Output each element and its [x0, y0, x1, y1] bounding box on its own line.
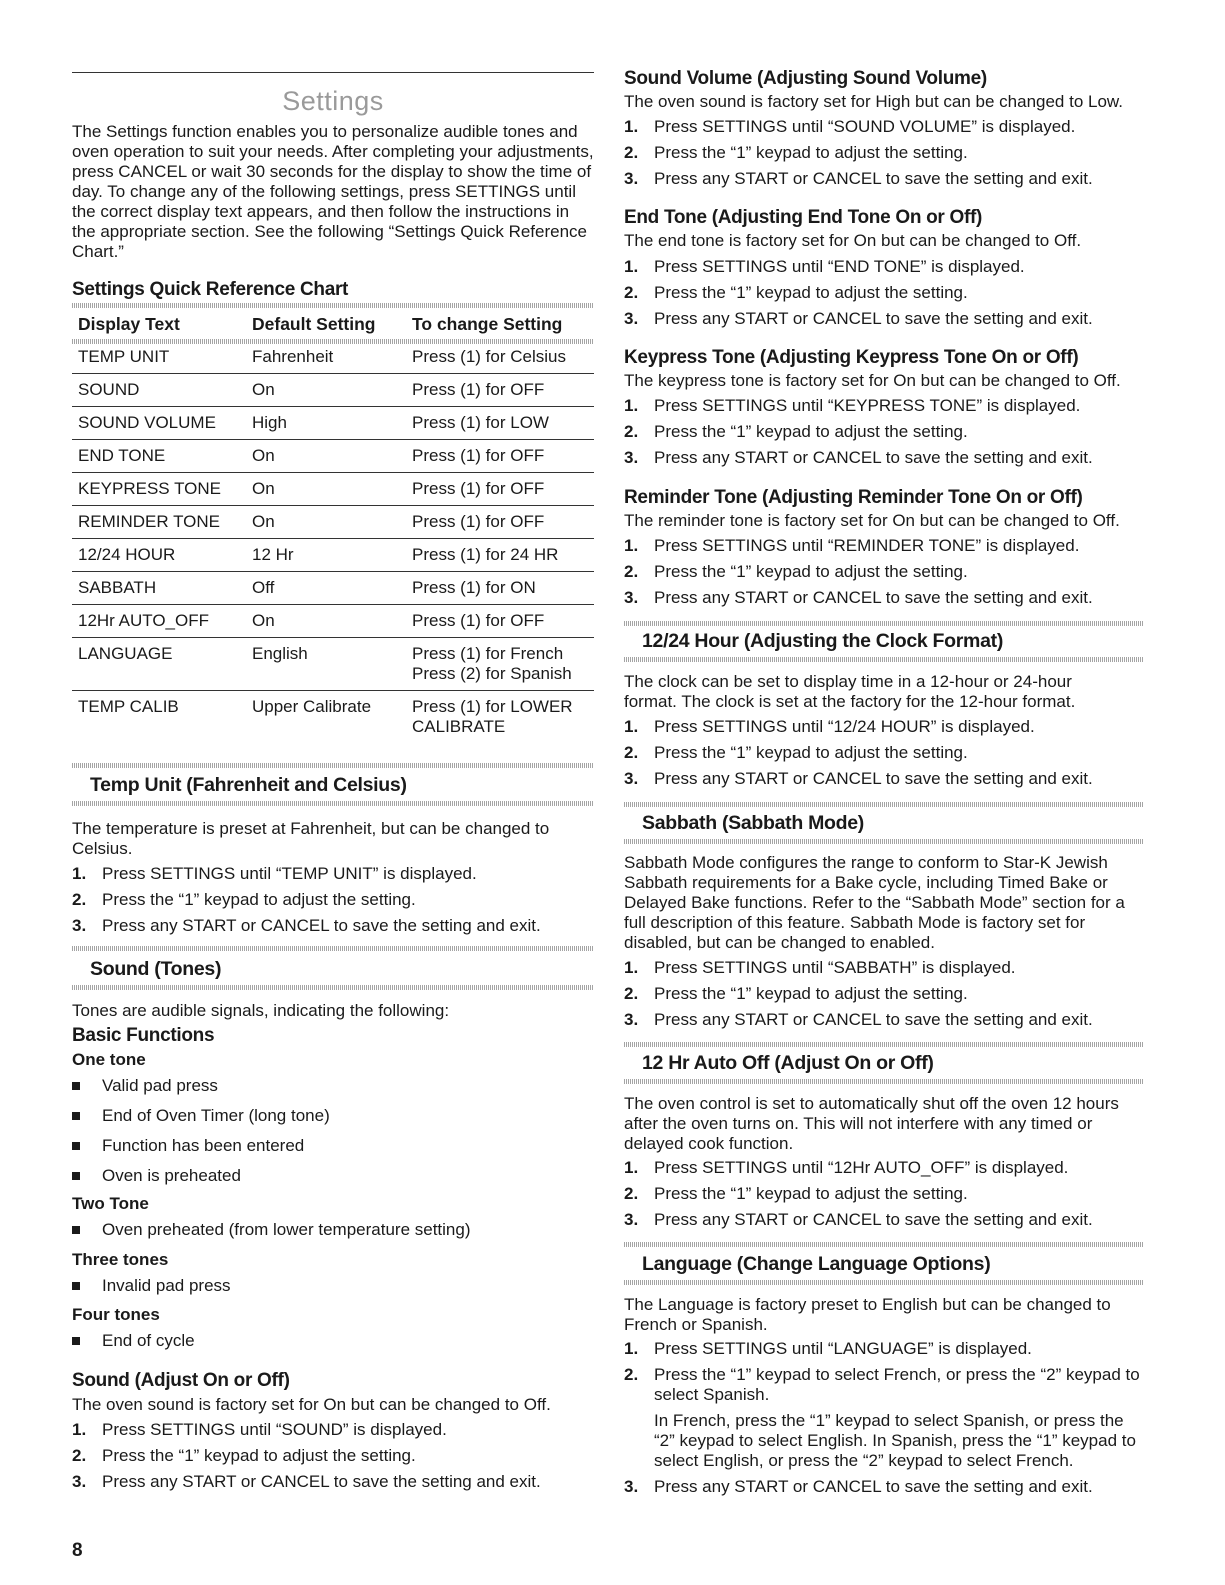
list-item: Valid pad press	[72, 1076, 594, 1096]
sabbath-hatch-top	[624, 802, 1144, 807]
hour-format-hatch-top	[624, 621, 1144, 626]
step-item: 3. Press any START or CANCEL to save the setting and exit.	[624, 588, 1093, 607]
step-item: 1. Press SETTINGS until “REMINDER TONE” is displayed.	[624, 536, 1080, 555]
table-cell-default-setting: On	[246, 506, 406, 539]
auto-off-body: The oven control is set to automatically shut off the oven 12 hours after the oven turns on. This will not interfere with any timed or delayed cook function.	[624, 1094, 1119, 1153]
step-item: 1. Press SETTINGS until “LANGUAGE” is displayed.	[624, 1339, 1032, 1358]
table-row	[72, 691, 594, 744]
language-body: The Language is factory preset to English but can be changed to French or Spanish.	[624, 1295, 1111, 1334]
sabbath-heading: Sabbath (Sabbath Mode)	[642, 812, 864, 834]
list-item: End of cycle	[72, 1331, 594, 1351]
table-cell-to-change: Press (1) for OFF	[406, 605, 594, 638]
sabbath-steps	[624, 958, 1154, 1036]
step-item: 3. Press any START or CANCEL to save the setting and exit.	[624, 448, 1093, 467]
table-cell-to-change: Press (1) for Celsius	[406, 341, 594, 374]
sound-adjust-steps	[72, 1420, 594, 1498]
table-cell-display-text: SABBATH	[72, 572, 246, 605]
table-cell-display-text: SOUND	[72, 374, 246, 407]
step-item: 3. Press any START or CANCEL to save the setting and exit.	[624, 1210, 1093, 1229]
table-header-to-change: To change Setting	[412, 314, 563, 334]
chart-heading: Settings Quick Reference Chart	[72, 279, 349, 300]
table-row	[72, 407, 594, 440]
step-item: 3. Press any START or CANCEL to save the setting and exit.	[624, 1010, 1093, 1029]
bullet-square-icon	[72, 1082, 80, 1090]
auto-off-steps	[624, 1158, 1154, 1236]
end-tone-body: The end tone is factory set for On but can be changed to Off.	[624, 231, 1082, 250]
step-item: 3. Press any START or CANCEL to save the setting and exit.	[624, 1477, 1093, 1496]
table-cell-default-setting: Upper Calibrate	[252, 697, 372, 716]
sound-volume-body: The oven sound is factory set for High but can be changed to Low.	[624, 92, 1123, 111]
table-cell-default-setting: On	[246, 473, 406, 506]
hour-format-hatch-bottom	[624, 657, 1144, 662]
temp-unit-hatch-top	[72, 763, 594, 768]
table-cell-display-text: KEYPRESS TONE	[72, 473, 246, 506]
table-cell-to-change: Press (1) for ON	[406, 572, 594, 605]
hour-format-body: The clock can be set to display time in a 12-hour or 24-hour format. The clock is set at the factory for the 12-hour format.	[624, 672, 1076, 711]
four-tones-list	[72, 1331, 594, 1361]
bullet-square-icon	[72, 1142, 80, 1150]
step-item: 1. Press SETTINGS until “TEMP UNIT” is displayed.	[72, 864, 477, 883]
step-item: 2. Press the “1” keypad to adjust the setting.	[624, 283, 968, 302]
two-tone-list	[72, 1220, 594, 1250]
table-cell-to-change: Press (1) for 24 HR	[406, 539, 594, 572]
table-cell-display-text: LANGUAGE	[72, 638, 246, 691]
table-cell-to-change: Press (1) for LOWER CALIBRATE	[412, 697, 573, 736]
bullet-square-icon	[72, 1337, 80, 1345]
table-row	[72, 374, 594, 407]
sound-adjust-body: The oven sound is factory set for On but can be changed to Off.	[72, 1395, 551, 1414]
table-cell-to-change: Press (1) for French Press (2) for Spanish	[406, 638, 594, 691]
sound-adjust-heading: Sound (Adjust On or Off)	[72, 1370, 290, 1391]
two-tone-label: Two Tone	[72, 1194, 149, 1213]
temp-unit-body: The temperature is preset at Fahrenheit, but can be changed to Celsius.	[72, 819, 550, 858]
language-note: In French, press the “1” keypad to select Spanish, or press the “2” keypad to select English. In Spanish, press the “1” keypad to select English, or press the “2” keypad to select French.	[654, 1411, 1136, 1470]
hour-format-steps	[624, 717, 1154, 795]
three-tones-list	[72, 1276, 594, 1306]
auto-off-hatch-top	[624, 1042, 1144, 1047]
step-item: 1. Press SETTINGS until “12/24 HOUR” is displayed.	[624, 717, 1035, 736]
table-cell-default-setting: High	[246, 407, 406, 440]
step-item: 2. Press the “1” keypad to adjust the setting.	[624, 984, 968, 1003]
reminder-tone-heading: Reminder Tone (Adjusting Reminder Tone On or Off)	[624, 487, 1083, 508]
step-item: 3. Press any START or CANCEL to save the setting and exit.	[72, 1472, 541, 1491]
table-cell-default-setting: Off	[246, 572, 406, 605]
step-item: 2. Press the “1” keypad to adjust the setting.	[624, 1184, 968, 1203]
sabbath-hatch-bottom	[624, 839, 1144, 844]
table-header-display-text: Display Text	[78, 314, 180, 334]
table-cell-to-change: Press (1) for OFF	[406, 374, 594, 407]
sound-tones-hatch-bottom	[72, 985, 594, 990]
step-item: 2. Press the “1” keypad to adjust the setting.	[72, 890, 416, 909]
keypress-tone-body: The keypress tone is factory set for On but can be changed to Off.	[624, 371, 1121, 390]
table-cell-to-change: Press (1) for OFF	[406, 506, 594, 539]
table-cell-display-text: TEMP CALIB	[78, 697, 179, 716]
step-item: 2. Press the “1” keypad to adjust the setting.	[624, 743, 968, 762]
list-item: End of Oven Timer (long tone)	[72, 1106, 594, 1126]
sound-tones-heading: Sound (Tones)	[90, 958, 222, 980]
step-item: 1. Press SETTINGS until “SOUND VOLUME” is displayed.	[624, 117, 1076, 136]
language-hatch-bottom	[624, 1280, 1144, 1285]
step-item: 2. Press the “1” keypad to select French, or press the “2” keypad to select Spanish. In French, press the “1” keypad to select Spanish, or press the “2” keypad to select English. In Spanish, press the “1” keypad to select English, or press the “2” keypad to select French.	[624, 1365, 1140, 1470]
step-item: 1. Press SETTINGS until “SOUND” is displayed.	[72, 1420, 447, 1439]
table-cell-default-setting: 12 Hr	[246, 539, 406, 572]
table-header-default-setting: Default Setting	[252, 314, 376, 334]
table-body	[72, 341, 594, 743]
temp-unit-hatch-bottom	[72, 801, 594, 806]
keypress-tone-heading: Keypress Tone (Adjusting Keypress Tone On or Off)	[624, 347, 1079, 368]
auto-off-heading: 12 Hr Auto Off (Adjust On or Off)	[642, 1052, 934, 1074]
table-cell-display-text: TEMP UNIT	[72, 341, 246, 374]
sound-tones-body: Tones are audible signals, indicating the following:	[72, 1001, 450, 1020]
keypress-tone-steps	[624, 396, 1154, 474]
hour-format-heading: 12/24 Hour (Adjusting the Clock Format)	[642, 630, 1004, 652]
table-row	[72, 473, 594, 506]
step-item: 1. Press SETTINGS until “12Hr AUTO_OFF” is displayed.	[624, 1158, 1069, 1177]
temp-unit-heading: Temp Unit (Fahrenheit and Celsius)	[90, 774, 407, 796]
bullet-square-icon	[72, 1226, 80, 1234]
table-row	[72, 638, 594, 691]
step-item: 3. Press any START or CANCEL to save the setting and exit.	[624, 769, 1093, 788]
list-item: Function has been entered	[72, 1136, 594, 1156]
table-cell-default-setting: On	[246, 440, 406, 473]
list-item: Oven is preheated	[72, 1166, 594, 1186]
language-steps	[624, 1339, 1144, 1503]
top-rule	[72, 72, 594, 73]
table-row	[72, 605, 594, 638]
step-item: 3. Press any START or CANCEL to save the setting and exit.	[72, 916, 541, 935]
table-cell-to-change: Press (1) for OFF	[406, 440, 594, 473]
language-hatch-top	[624, 1242, 1144, 1247]
four-tones-label: Four tones	[72, 1305, 160, 1324]
step-item: 2. Press the “1” keypad to adjust the setting.	[72, 1446, 416, 1465]
table-cell-display-text: 12/24 HOUR	[72, 539, 246, 572]
one-tone-label: One tone	[72, 1050, 146, 1069]
intro-paragraph: The Settings function enables you to personalize audible tones and oven operation to suit your needs. After completing your adjustments, press CANCEL or wait 30 seconds for the display to show the time of day. To change any of the following settings, press SETTINGS until the correct display text appears, and then follow the instructions in the appropriate section. See the following “Settings Quick Reference Chart.”	[72, 122, 594, 261]
table-hatch-header	[72, 339, 594, 344]
step-item: 3. Press any START or CANCEL to save the setting and exit.	[624, 169, 1093, 188]
page-title: Settings	[282, 86, 384, 116]
bullet-square-icon	[72, 1282, 80, 1290]
list-item: Oven preheated (from lower temperature setting)	[72, 1220, 594, 1240]
three-tones-label: Three tones	[72, 1250, 169, 1269]
end-tone-heading: End Tone (Adjusting End Tone On or Off)	[624, 207, 983, 228]
table-cell-default-setting: Fahrenheit	[246, 341, 406, 374]
table-cell-to-change: Press (1) for LOW	[406, 407, 594, 440]
table-header-row	[72, 306, 594, 341]
step-item: 2. Press the “1” keypad to adjust the setting.	[624, 422, 968, 441]
temp-unit-steps	[72, 864, 594, 942]
sound-volume-steps	[624, 117, 1154, 195]
sound-volume-heading: Sound Volume (Adjusting Sound Volume)	[624, 68, 987, 89]
table-row	[72, 341, 594, 374]
table-row	[72, 440, 594, 473]
list-item: Invalid pad press	[72, 1276, 594, 1296]
step-item: 3. Press any START or CANCEL to save the setting and exit.	[624, 309, 1093, 328]
basic-functions-heading: Basic Functions	[72, 1025, 215, 1046]
sound-tones-hatch-top	[72, 946, 594, 951]
step-item: 1. Press SETTINGS until “KEYPRESS TONE” is displayed.	[624, 396, 1081, 415]
language-heading: Language (Change Language Options)	[642, 1253, 991, 1275]
table-cell-to-change: Press (1) for OFF	[406, 473, 594, 506]
table-cell-display-text: END TONE	[72, 440, 246, 473]
page-number: 8	[72, 1540, 83, 1561]
end-tone-steps	[624, 257, 1154, 335]
table-row	[72, 572, 594, 605]
reminder-tone-steps	[624, 536, 1154, 614]
table-cell-display-text: REMINDER TONE	[72, 506, 246, 539]
table-cell-default-setting: English	[246, 638, 406, 691]
step-item: 2. Press the “1” keypad to adjust the setting.	[624, 562, 968, 581]
one-tone-list	[72, 1076, 594, 1196]
sabbath-body: Sabbath Mode configures the range to conform to Star-K Jewish Sabbath requirements for a Bake cycle, including Timed Bake or Delayed Bake functions. Refer to the “Sabbath Mode” section for a full description of this feature. Sabbath Mode is factory set for disabled, but can be changed to enabled.	[624, 853, 1125, 952]
bullet-square-icon	[72, 1172, 80, 1180]
auto-off-hatch-bottom	[624, 1079, 1144, 1084]
step-item: 1. Press SETTINGS until “END TONE” is displayed.	[624, 257, 1025, 276]
table-cell-default-setting: On	[246, 605, 406, 638]
table-row	[72, 506, 594, 539]
reminder-tone-body: The reminder tone is factory set for On but can be changed to Off.	[624, 511, 1120, 530]
table-row	[72, 539, 594, 572]
table-cell-default-setting: On	[246, 374, 406, 407]
table-cell-display-text: 12Hr AUTO_OFF	[72, 605, 246, 638]
step-item: 1. Press SETTINGS until “SABBATH” is displayed.	[624, 958, 1016, 977]
table-cell-display-text: SOUND VOLUME	[72, 407, 246, 440]
settings-reference-table	[72, 306, 594, 743]
step-item: 2. Press the “1” keypad to adjust the setting.	[624, 143, 968, 162]
bullet-square-icon	[72, 1112, 80, 1120]
